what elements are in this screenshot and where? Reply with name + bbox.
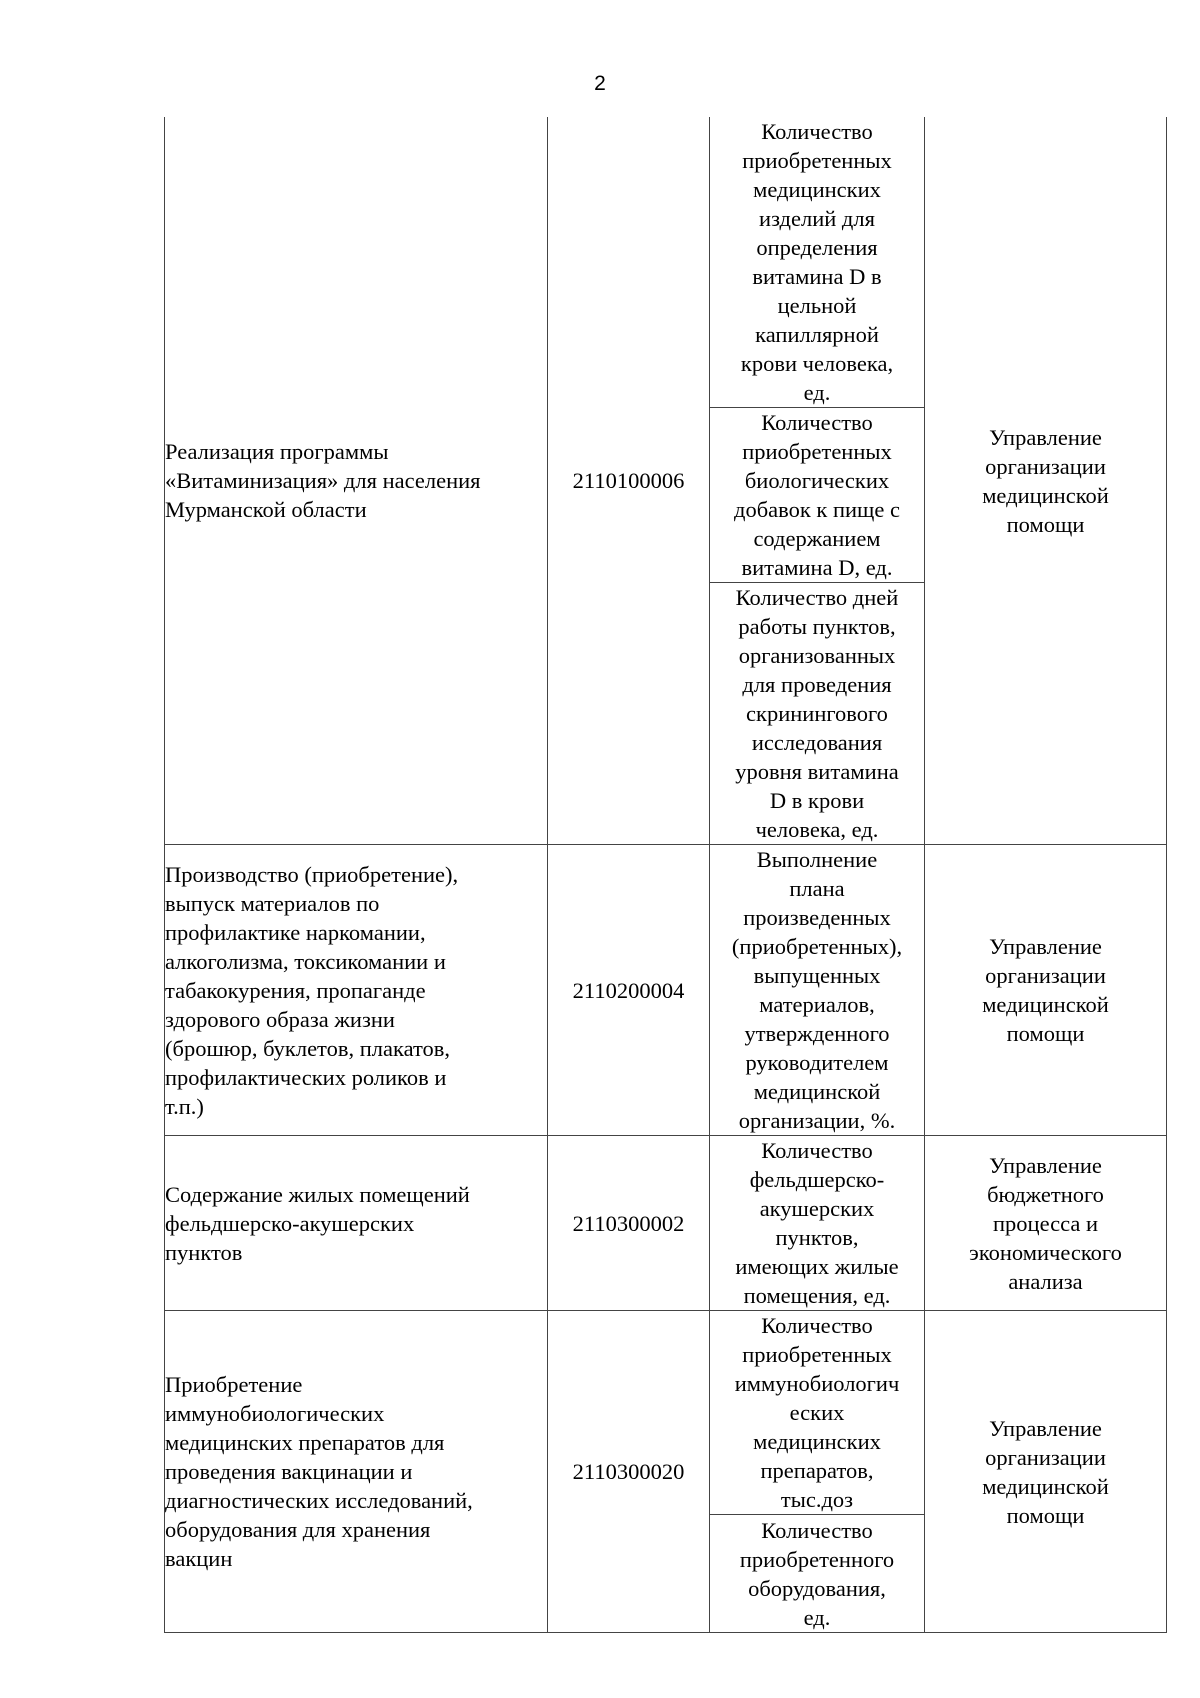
code-cell: 2110300020 [548,1311,710,1633]
table-row [165,1136,1167,1311]
page-number: 2 [594,72,606,95]
measure-name-cell: Приобретение иммунобиологических медицинских препаратов для проведения вакцинации и диагностических исследований, оборудования для хранения вакцин [165,1311,548,1633]
table-row [165,1311,1167,1515]
indicator-cell: Выполнение плана произведенных (приобретенных), выпущенных материалов, утвержденного руководителем медицинской организации, %. [710,845,925,1136]
department-cell: Управление организации медицинской помощи [925,845,1167,1136]
code-cell: 2110300002 [548,1136,710,1311]
table-row [165,117,1167,408]
measure-name-cell: Производство (приобретение), выпуск материалов по профилактике наркомании, алкоголизма, токсикомании и табакокурения, пропаганде здорового образа жизни (брошюр, буклетов, плакатов, профилактических роликов и т.п.) [165,845,548,1136]
indicator-cell: Количество фельдшерско- акушерских пунктов, имеющих жилые помещения, ед. [710,1136,925,1311]
measures-table [164,117,1167,1633]
measure-name-cell: Реализация программы «Витаминизация» для населения Мурманской области [165,117,548,845]
department-cell: Управление организации медицинской помощи [925,117,1167,845]
code-cell: 2110200004 [548,845,710,1136]
code-cell: 2110100006 [548,117,710,845]
indicator-cell: Количество приобретенного оборудования, ед. [710,1515,925,1633]
table-row [165,845,1167,1136]
department-cell: Управление бюджетного процесса и экономического анализа [925,1136,1167,1311]
indicator-cell: Количество приобретенных иммунобиологич еских медицинских препаратов, тыс.доз [710,1311,925,1515]
indicator-cell: Количество дней работы пунктов, организованных для проведения скринингового исследования уровня витамина D в крови человека, ед. [710,583,925,845]
indicator-cell: Количество приобретенных медицинских изделий для определения витамина D в цельной капиллярной крови человека, ед. [710,117,925,408]
indicator-cell: Количество приобретенных биологических добавок к пище с содержанием витамина D, ед. [710,408,925,583]
department-cell: Управление организации медицинской помощи [925,1311,1167,1633]
measure-name-cell: Содержание жилых помещений фельдшерско-акушерских пунктов [165,1136,548,1311]
